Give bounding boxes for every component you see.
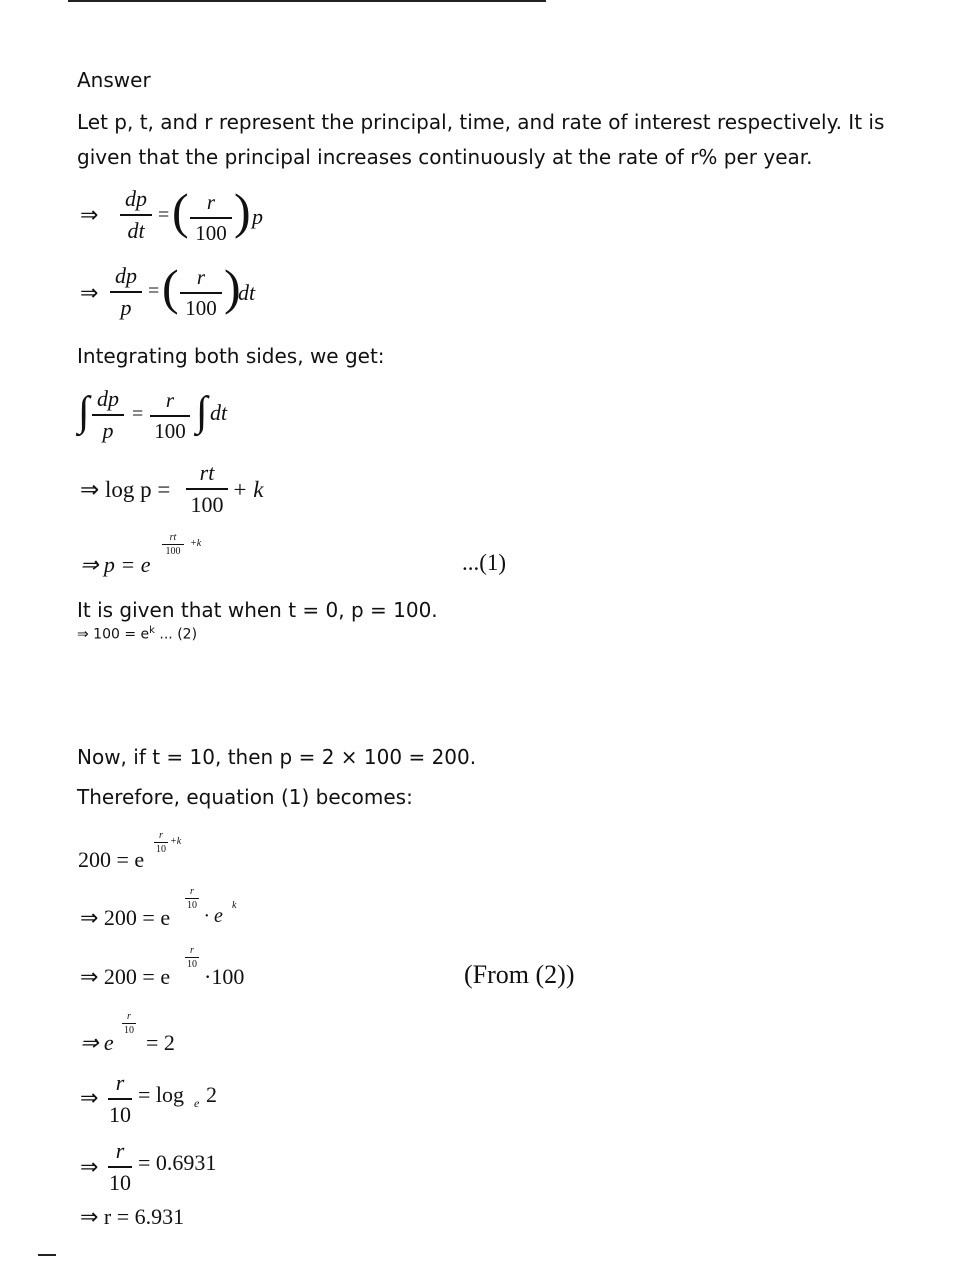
left-paren: (	[172, 183, 189, 239]
exponent-fraction	[122, 1011, 136, 1036]
denominator: 10	[187, 959, 197, 970]
lhs: 200 = e	[78, 847, 145, 872]
given-equation	[77, 625, 197, 643]
variable-dt: dt	[238, 280, 256, 305]
rhs: = 0.6931	[138, 1150, 217, 1175]
fraction-dp-p	[110, 263, 142, 321]
numerator: r	[190, 886, 194, 897]
variable-dt: dt	[210, 400, 228, 425]
exponent-plus-k: +k	[190, 538, 202, 549]
denominator: 10	[124, 1025, 134, 1036]
superscript-k: k	[232, 900, 237, 911]
numerator: r	[190, 945, 194, 956]
denominator: 10	[187, 900, 197, 911]
fraction-r-100	[180, 265, 222, 321]
lhs: ⇒ 200 = e	[80, 905, 171, 930]
answer-heading: Answer	[77, 68, 151, 92]
fraction-dp-p	[92, 386, 124, 444]
fraction-r-10	[108, 1138, 132, 1196]
implies-arrow: ⇒	[80, 1154, 99, 1179]
equals-sign: =	[148, 280, 160, 302]
implies-arrow: ⇒	[80, 202, 99, 227]
therefore-line: Therefore, equation (1) becomes:	[77, 785, 413, 809]
denominator: 100	[195, 220, 227, 245]
final-result: ⇒ r = 6.931	[80, 1204, 185, 1229]
denominator: dt	[127, 217, 145, 243]
numerator: dp	[97, 386, 119, 411]
lhs: ⇒ e	[80, 1030, 114, 1055]
intro-line-1: Let p, t, and r represent the principal, time, and rate of interest respectively. It is	[77, 110, 885, 134]
implies-arrow: ⇒	[80, 1085, 99, 1110]
plus-k: + k	[232, 477, 264, 502]
numerator: rt	[199, 460, 215, 485]
integral-sign: ∫	[196, 389, 208, 435]
denominator: 10	[109, 1169, 131, 1195]
superscript-k: k	[149, 625, 155, 636]
numerator: r	[127, 1011, 131, 1022]
numerator: dp	[125, 186, 147, 211]
fraction-r-100	[190, 190, 232, 246]
from-2-note: (From (2))	[464, 960, 575, 989]
times-e: · e	[204, 905, 223, 927]
bottom-mark	[38, 1254, 56, 1256]
numerator: rt	[169, 532, 177, 543]
variable-p: p	[252, 204, 263, 229]
denominator: p	[120, 294, 132, 320]
fraction-dp-dt	[120, 186, 152, 244]
exponent-fraction	[185, 886, 199, 911]
denominator: p	[102, 417, 114, 443]
subscript-e: e	[194, 1096, 200, 1110]
given-line: It is given that when t = 0, p = 100.	[77, 598, 438, 622]
lhs: ⇒ 200 = e	[80, 964, 171, 989]
fraction-r-10	[108, 1070, 132, 1128]
numerator: dp	[115, 263, 137, 288]
rhs: = 2	[146, 1030, 175, 1055]
numerator: r	[165, 388, 175, 412]
now-line: Now, if t = 10, then p = 2 × 100 = 200.	[77, 745, 477, 769]
numerator: r	[159, 830, 163, 841]
exponent-fraction	[154, 830, 168, 855]
right-paren: )	[224, 259, 241, 315]
denominator: 10	[109, 1101, 131, 1127]
numerator: r	[196, 265, 206, 289]
exponent-plus-k: +k	[170, 836, 182, 847]
right-paren: )	[234, 183, 251, 239]
integrating-line: Integrating both sides, we get:	[77, 344, 385, 368]
denominator: 100	[154, 418, 186, 443]
p-equals-e: ⇒ p = e	[80, 552, 151, 577]
equals-sign: =	[132, 403, 144, 425]
numerator: r	[115, 1070, 125, 1095]
top-rule	[68, 0, 546, 2]
intro-line-2: given that the principal increases continuously at the rate of r% per year.	[77, 145, 813, 169]
equation-tag-2: ... (2)	[159, 626, 198, 643]
given-equation-text: ⇒ 100 = e	[77, 626, 150, 643]
denominator: 10	[156, 844, 166, 855]
log-argument: 2	[206, 1082, 217, 1107]
equals-sign: =	[158, 204, 170, 226]
exponent-fraction	[185, 945, 199, 970]
left-paren: (	[162, 259, 179, 315]
times-100: ·100	[204, 964, 245, 989]
fraction-r-100	[150, 388, 190, 444]
fraction-rt-100	[186, 460, 228, 518]
denominator: 100	[165, 546, 181, 557]
denominator: 100	[190, 491, 224, 517]
numerator: r	[206, 190, 216, 214]
integral-sign: ∫	[78, 389, 90, 435]
log-text: = log	[138, 1082, 185, 1107]
implies-arrow: ⇒	[80, 280, 99, 305]
denominator: 100	[185, 295, 217, 320]
numerator: r	[115, 1138, 125, 1163]
equation-tag-1: ...(1)	[462, 550, 507, 575]
log-p-lhs: ⇒ log p =	[80, 477, 171, 502]
exponent-fraction	[162, 532, 184, 557]
